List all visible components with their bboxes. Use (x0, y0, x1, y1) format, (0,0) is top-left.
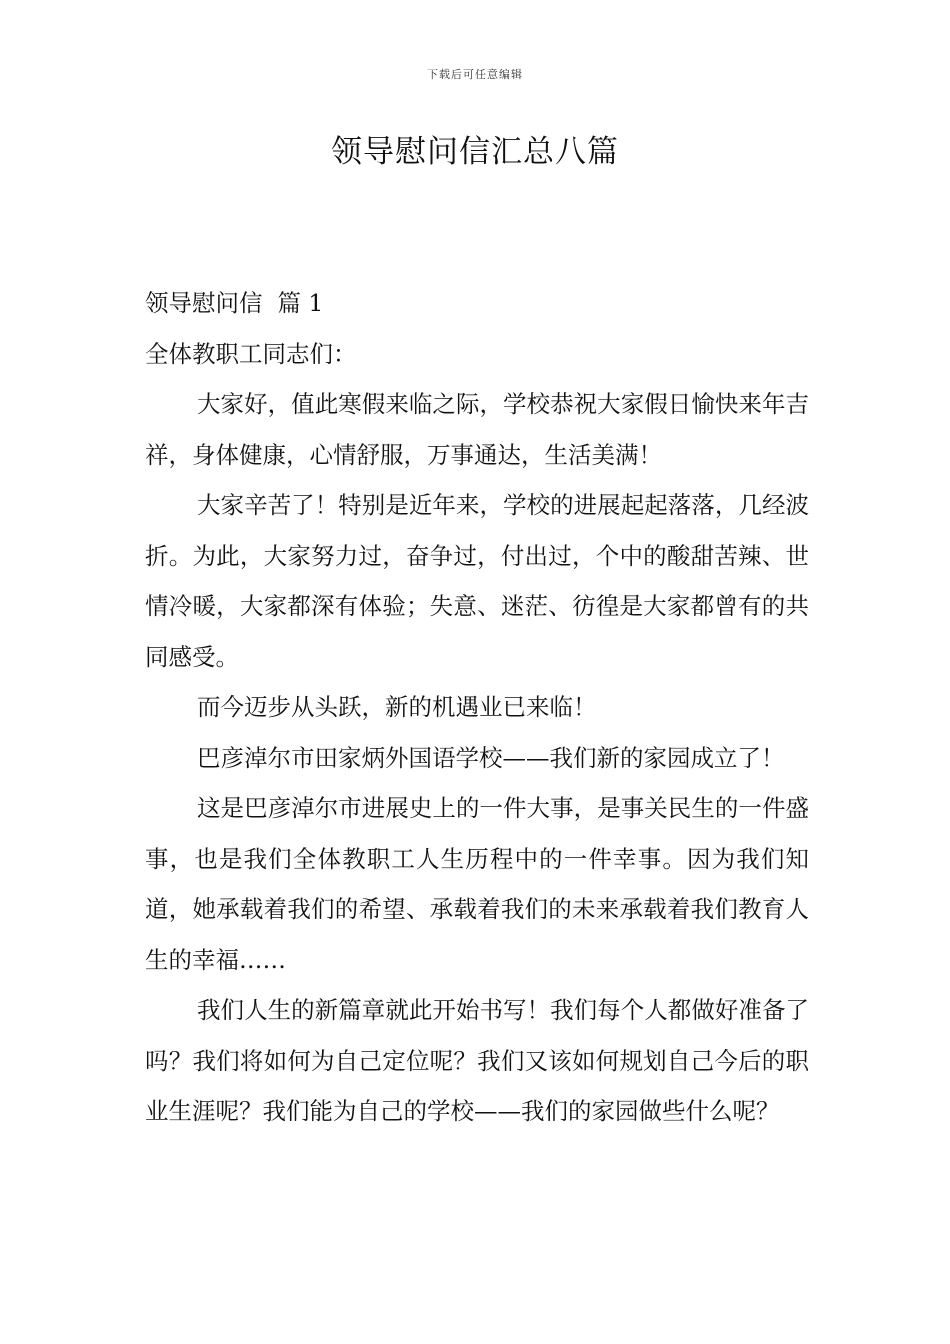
section-heading: 领导慰问信 篇 1 (145, 289, 324, 317)
paragraph-3: 而今迈步从头跃，新的机遇业已来临！ (197, 693, 597, 721)
paragraph-6: 我们人生的新篇章就此开始书写！我们每个人都做好准备了吗？我们将如何为自己定位呢？我们又该如何规划自己今后的职业生涯呢？我们能为自己的学校——我们的家园做些什么呢？ (145, 996, 809, 1125)
paragraph-4: 巴彦淖尔市田家炳外国语学校——我们新的家园成立了！ (197, 743, 785, 772)
salutation: 全体教职工同志们： (145, 339, 357, 368)
paragraph-2: 大家辛苦了！特别是近年来，学校的进展起起落落，几经波折。为此，大家努力过，奋争过，付出过，个中的酸甜苦辣、世情冷暖，大家都深有体验；失意、迷茫、彷徨是大家都曾有的共同感受。 (145, 491, 809, 671)
header-note: 下载后可任意编辑 (427, 68, 523, 81)
document-body (145, 278, 809, 1137)
paragraph-5: 这是巴彦淖尔市进展史上的一件大事，是事关民生的一件盛事，也是我们全体教职工人生历程中的一件幸事。因为我们知道，她承载着我们的希望、承载着我们的未来承载着我们教育人生的幸福…… (145, 794, 809, 974)
paragraph-1: 大家好，值此寒假来临之际，学校恭祝大家假日愉快来年吉祥，身体健康，心情舒服，万事通达，生活美满！ (145, 390, 809, 469)
document-title: 领导慰问信汇总八篇 (331, 134, 619, 170)
